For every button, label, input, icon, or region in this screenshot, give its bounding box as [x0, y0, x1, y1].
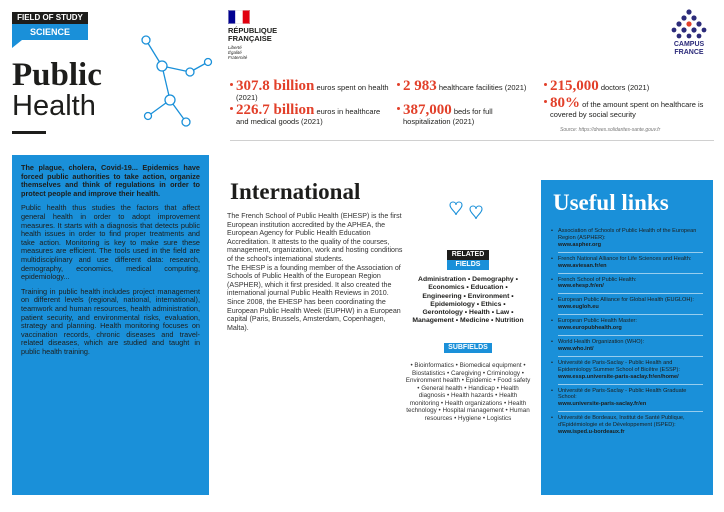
related-fields-list: Administration • Demography • Economics • Education • Engineering • Environment • Epidemiology • Ethics • Gerontology • Health • Law • Management • Medicine • Nutrition — [412, 276, 524, 325]
stat-hospital-beds: 387,000 beds for full hospitalization (2021) — [397, 104, 532, 126]
title-underline — [12, 131, 46, 134]
subfields-label: SUBFIELDS — [444, 343, 492, 353]
science-label: SCIENCE — [12, 24, 88, 40]
link-item-text: World Health Organization (WHO): — [558, 338, 645, 345]
link-separator — [558, 335, 703, 336]
body-paragraph-2: Training in public health includes project management on different levels (regional, national, international), teamwork and human resources, health administration, patient security, and environmental risks, evaluation, strategy and planning. Health monitoring focuses on vaccination records, chronic diseases and travel-related diseases, which are studied and taught in public health training. — [21, 286, 200, 356]
link-item-url[interactable]: www.aspher.org — [558, 241, 601, 248]
rf-motto: Liberté Égalité Fraternité — [228, 45, 248, 60]
link-item-text: European Public Alliance for Global Health (EUGLOH): — [558, 297, 694, 304]
stats-source: Source: https://drees.solidarites-sante.gouv.fr — [560, 127, 661, 133]
science-label-notch — [12, 40, 22, 48]
link-item-url[interactable]: www.isped.u-bordeaux.fr — [558, 429, 625, 436]
link-item-ehesp[interactable] — [551, 277, 703, 291]
stat-social-security: 80% of the amount spent on healthcare is covered by social security — [544, 97, 704, 119]
link-separator — [558, 384, 703, 385]
stat-doctors: 215,000 doctors (2021) — [544, 80, 714, 93]
french-flag-icon — [228, 10, 250, 24]
link-item-essp[interactable] — [551, 360, 703, 381]
intro-panel — [12, 155, 209, 495]
international-body — [227, 212, 403, 332]
stat-healthcare-goods: 226.7 billion euros in healthcare and medical goods (2021) — [230, 104, 390, 126]
link-separator — [558, 356, 703, 357]
campus-france-logo-text: CAMPUS FRANCE — [673, 41, 705, 56]
intro-paragraph: The plague, cholera, Covid-19... Epidemics have forced public authorities to take action, organize themselves and think of regulations in order to protect people and improve their health. — [21, 163, 200, 198]
page-title-line1: Public — [12, 57, 102, 93]
republique-francaise-logo — [228, 10, 288, 62]
international-paragraph-1: The French School of Public Health (EHESP) is the first European institution accredited by the APHEA, the European Agency for Public Health Education Accreditation. It attests to the quality of the courses, management, organization, work and hosting conditions of the school's international students. — [227, 212, 403, 263]
rf-name: RÉPUBLIQUE FRANÇAISE — [228, 26, 278, 43]
link-item-isped[interactable] — [551, 415, 703, 436]
body-paragraph-1: Public health thus studies the factors that affect general health in order to adopt improvement measures. It starts with a diagnosis that detects public health issues in order to find proper treatments and take action. Monitoring is key to make sure these measures are efficient. The tools used in the field are multidisciplinary and use different data: research, demography, economics, medical computing, epidemiology... — [21, 203, 200, 282]
link-item-text: European Public Health Master: — [558, 318, 637, 325]
field-of-study-label: FIELD OF STUDY — [12, 12, 88, 24]
link-item-aviesan[interactable] — [551, 256, 703, 270]
link-item-text: Université de Paris-Saclay - Public Health and Epidemiology Summer School of Bicêtre (ESSP): — [558, 359, 680, 373]
stat-healthcare-facilities: 2 983 healthcare facilities (2021) — [397, 80, 532, 93]
page-title-line2: Health — [12, 90, 96, 122]
stats-divider — [230, 140, 714, 141]
subfields-list: • Bioinformatics • Biomedical equipment • Biostatistics • Caregiving • Criminology • Environment health • Epidemic • Food safety • General health • Handicap • Health diagnosis • Health hazards • Health monitoring • Health organizations • Health technology • Hospital management • Human resources • Hygiene • Logistics — [405, 362, 531, 422]
international-title: International — [230, 179, 361, 204]
link-item-text: Association of Schools of Public Health of the European Region (ASPHER): — [558, 228, 697, 241]
fields-label: FIELDS — [447, 260, 489, 270]
link-separator — [558, 411, 703, 412]
molecule-icon — [128, 30, 220, 134]
stat-health-spending: 307.8 billion euros spent on health (2021) — [230, 80, 390, 102]
link-item-text: French School of Public Health: — [558, 276, 637, 283]
link-item-url[interactable]: www.who.int/ — [558, 345, 594, 352]
link-separator — [558, 273, 703, 274]
link-item-eugloh[interactable] — [551, 297, 703, 311]
link-separator — [558, 293, 703, 294]
link-item-url[interactable]: www.universite-paris-saclay.fr/en — [558, 401, 647, 408]
link-item-text: Université de Bordeaux, Institut de Santé Publique, d'Epidémiologie et de Développement (ISPED): — [558, 415, 685, 429]
link-item-europubhealth[interactable] — [551, 318, 703, 332]
useful-links-title: Useful links — [553, 190, 669, 215]
link-item-who[interactable] — [551, 339, 703, 353]
campus-france-logo-icon — [671, 8, 707, 40]
link-item-url[interactable]: www.aviesan.fr/en — [558, 262, 607, 269]
link-item-paris-saclay[interactable] — [551, 388, 703, 409]
link-separator — [558, 252, 703, 253]
link-item-url[interactable]: www.ehesp.fr/en/ — [558, 283, 604, 290]
link-item-url[interactable]: www.europubhealth.org — [558, 325, 622, 332]
related-label: RELATED — [447, 250, 489, 260]
link-item-url[interactable]: www.essp.universite-paris-saclay.fr/en/home/ — [558, 373, 679, 380]
link-separator — [558, 314, 703, 315]
hearts-icon — [446, 197, 486, 225]
link-item-text: French National Alliance for Life Sciences and Health: — [558, 255, 692, 262]
international-paragraph-2: The EHESP is a founding member of the Association of Schools of Public Health of the European Region (ASPHER), which it first presided. It also created the international journal Public Health Reviews in 2010. Since 2008, the EHESP has been coordinating the European Public Health Week (EUPHW) in a European capital (Paris, Brussels, Amsterdam, Copenhagen, Malta). — [227, 263, 401, 332]
useful-links-panel — [541, 180, 713, 495]
link-item-url[interactable]: www.eugloh.eu — [558, 304, 599, 311]
link-item-text: Université de Paris-Saclay - Public Health Graduate School: — [558, 387, 687, 401]
link-item-aspher[interactable] — [551, 228, 703, 249]
